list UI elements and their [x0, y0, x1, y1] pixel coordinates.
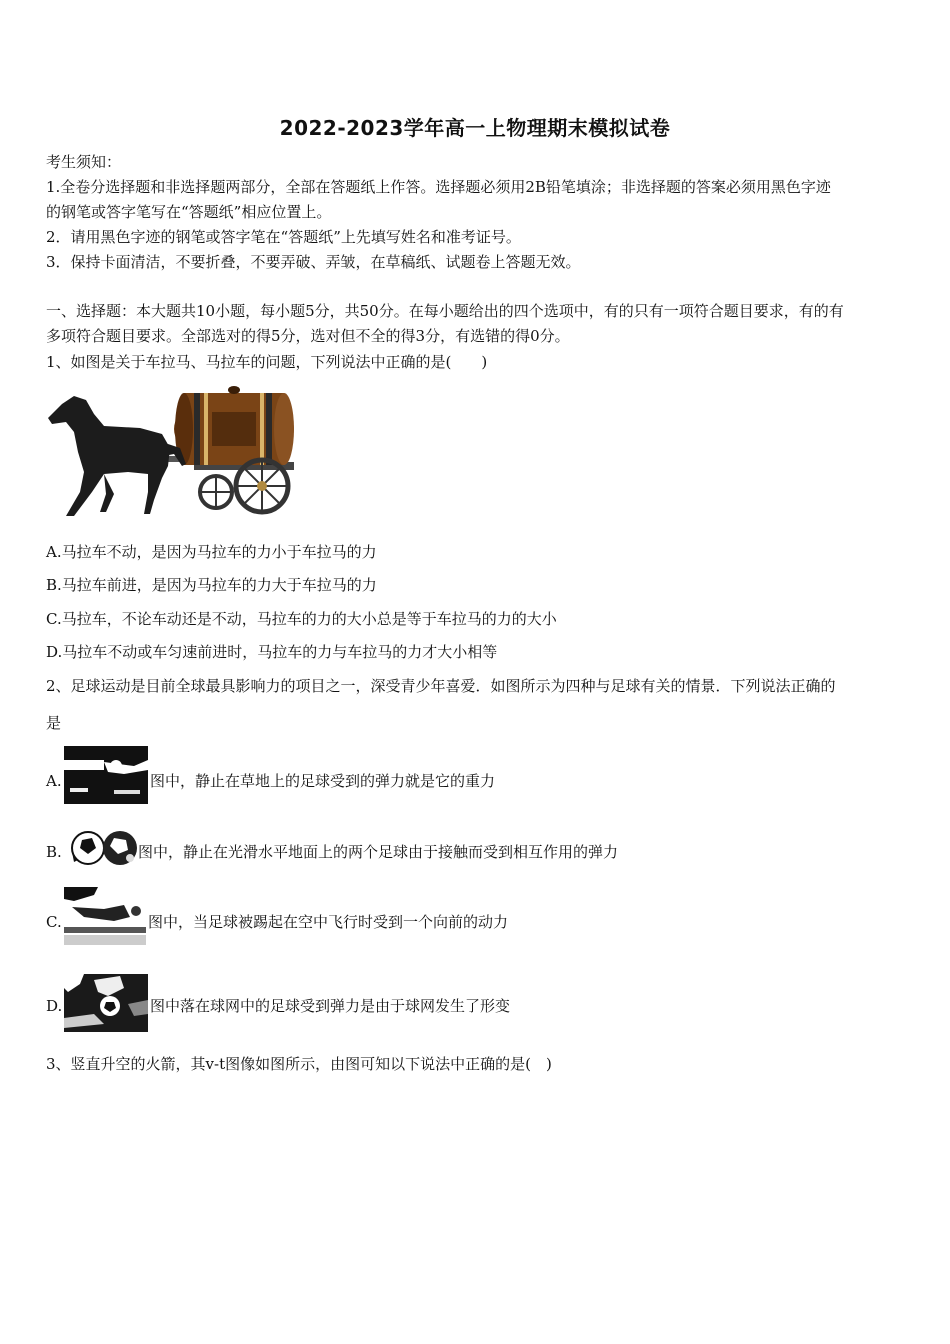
q1-option-d[interactable]: D.马拉车不动或车匀速前进时，马拉车的力与车拉马的力才大小相等: [46, 643, 498, 661]
option-label: B.: [46, 843, 62, 861]
question-1-stem: 1、如图是关于车拉马、马拉车的问题，下列说法中正确的是( ): [46, 353, 488, 371]
option-label: D.: [46, 997, 63, 1015]
notice-item-3: 3．保持卡面清洁，不要折叠，不要弄破、弄皱，在草稿纸、试题卷上答题无效。: [46, 253, 581, 271]
horse-cart-figure: [44, 382, 300, 526]
notice-item-1-cont: 的钢笔或答字笔写在“答题纸”相应位置上。: [46, 203, 332, 221]
q1-option-b[interactable]: B.马拉车前进，是因为马拉车的力大于车拉马的力: [46, 576, 377, 594]
small-wheel: [200, 476, 232, 508]
notice-heading: 考生须知：: [46, 153, 122, 171]
ball-in-net-image: [64, 974, 148, 1036]
notice-item-2: 2．请用黑色字迹的钢笔或答字笔在“答题纸”上先填写姓名和准考证号。: [46, 228, 521, 246]
q2-option-d[interactable]: [46, 995, 64, 1017]
horse: [48, 396, 186, 516]
option-label: A.: [46, 772, 62, 790]
q2-option-c-text: 图中，当足球被踢起在空中飞行时受到一个向前的动力: [148, 913, 509, 931]
q2-option-a[interactable]: [46, 770, 64, 792]
q2-option-b[interactable]: [46, 841, 64, 863]
q2-option-c[interactable]: [46, 911, 64, 933]
ball-kicked-image: [64, 887, 146, 949]
q1-option-c[interactable]: C.马拉车，不论车动还是不动，马拉车的力的大小总是等于车拉马的力的大小: [46, 610, 557, 628]
section-instructions: 一、选择题：本大题共10小题，每小题5分，共50分。在每小题给出的四个选项中，有的只有一项符合题目要求，有的有: [46, 302, 844, 320]
barrel: [174, 386, 294, 465]
exam-title: 2022-2023学年高一上物理期末模拟试卷: [279, 116, 671, 140]
q2-option-a-text: 图中，静止在草地上的足球受到的弹力就是它的重力: [150, 772, 496, 790]
question-2-stem: 2、足球运动是目前全球最具影响力的项目之一，深受青少年喜爱．如图所示为四种与足球有关的情景．下列说法正确的: [46, 677, 836, 695]
q2-option-b-text: 图中，静止在光滑水平地面上的两个足球由于接触而受到相互作用的弹力: [138, 843, 619, 861]
section-instructions-cont: 多项符合题目要求。全部选对的得5分，选对但不全的得3分，有选错的得0分。: [46, 327, 570, 345]
question-2-stem-cont: 是: [46, 714, 62, 732]
large-wheel: [236, 460, 288, 512]
option-label: C.: [46, 913, 62, 931]
question-3-stem: 3、竖直升空的火箭，其v-t图像如图所示，由图可知以下说法中正确的是( ): [46, 1055, 552, 1073]
ball-on-grass-image: [64, 746, 148, 808]
two-footballs-image: [70, 824, 140, 874]
q1-option-a[interactable]: A.马拉车不动，是因为马拉车的力小于车拉马的力: [46, 543, 377, 561]
q2-option-d-text: 图中落在球网中的足球受到弹力是由于球网发生了形变: [150, 997, 511, 1015]
notice-item-1: 1.全卷分选择题和非选择题两部分，全部在答题纸上作答。选择题必须用2B铅笔填涂；非选择题的答案必须用黑色字迹: [46, 178, 831, 196]
